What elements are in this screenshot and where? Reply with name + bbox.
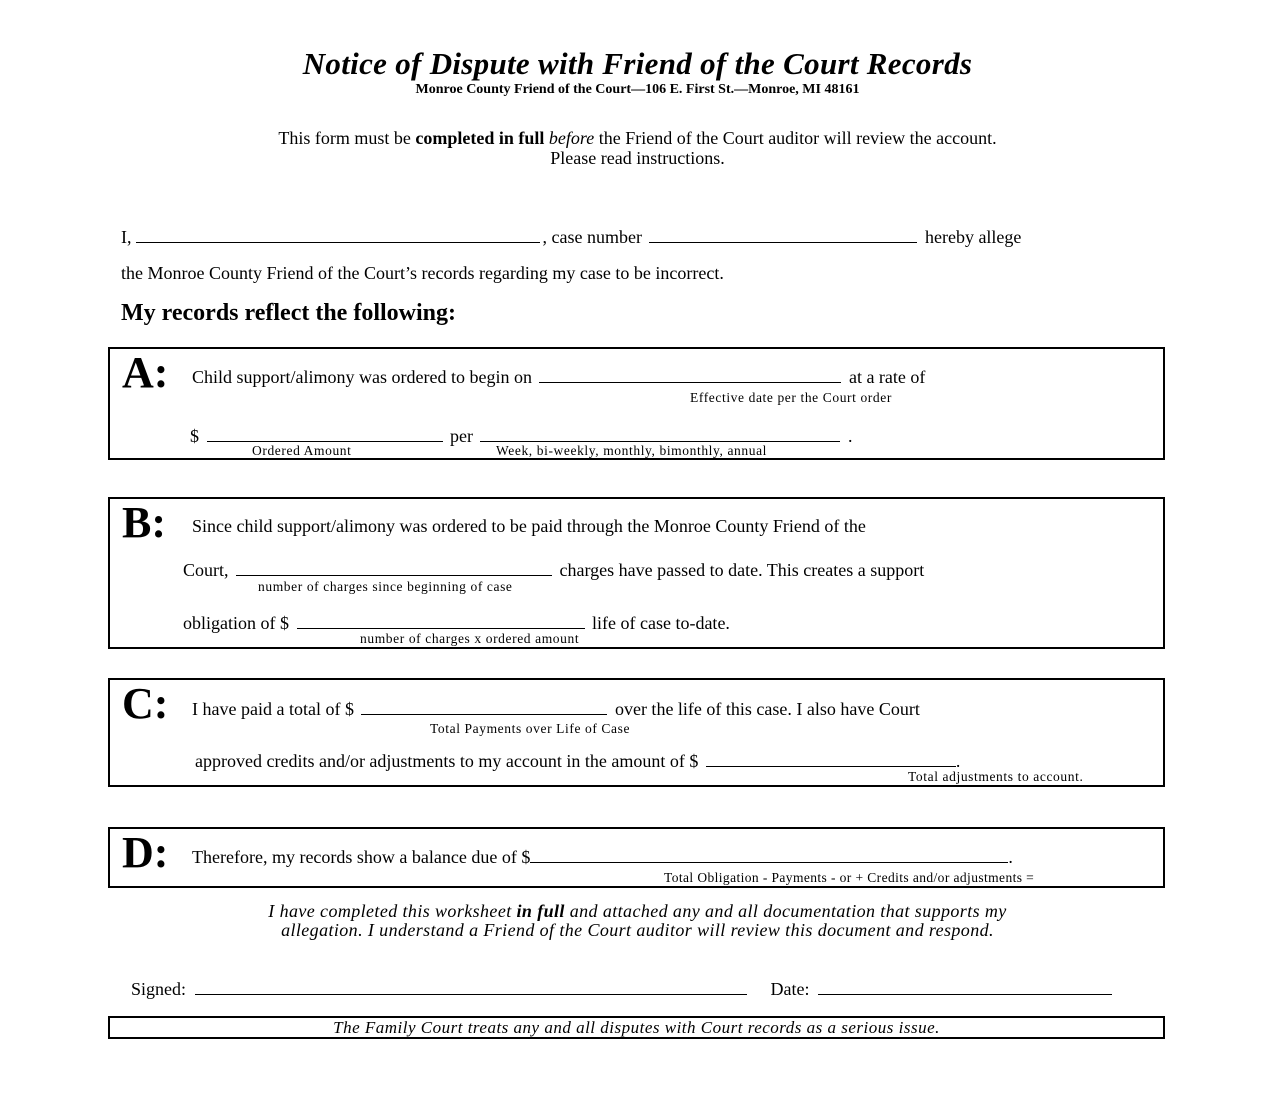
name-field[interactable]: [136, 226, 540, 243]
instructions-bold: completed in full: [415, 128, 545, 148]
obligation-field[interactable]: [297, 612, 585, 629]
instructions-line2: Please read instructions.: [550, 148, 725, 168]
section-c: [108, 678, 1165, 787]
section-d-letter: D:: [122, 828, 169, 877]
hint-effective-date: Effective date per the Court order: [690, 390, 892, 405]
form-title: Notice of Dispute with Friend of the Court Records: [302, 46, 973, 81]
section-b-line2: Court, charges have passed to date. This creates a support: [183, 560, 925, 580]
footer-text: The Family Court treats any and all disputes with Court records as a serious issue.: [333, 1018, 940, 1037]
date-label: Date:: [770, 979, 810, 999]
closing-line2: allegation. I understand a Friend of the Court auditor will review this document and respond.: [281, 920, 994, 940]
adjustments-field[interactable]: [706, 750, 956, 767]
hint-payments: Total Payments over Life of Case: [430, 721, 631, 736]
section-b-line3: obligation of $ life of case to-date.: [183, 613, 730, 633]
instructions: This form must be completed in full before the Friend of the Court auditor will review the account. Please read instructions.: [0, 128, 1275, 168]
signature-row: [131, 978, 1115, 1000]
form-address: Monroe County Friend of the Court—106 E. First St.—Monroe, MI 48161: [415, 82, 860, 97]
closing-statement: I have completed this worksheet in full and attached any and all documentation that supports my allegation. I understand a Friend of the Court auditor will review this document and respond.: [0, 902, 1275, 940]
section-d: [108, 827, 1165, 888]
effective-date-field[interactable]: [539, 366, 841, 383]
allegation-line: I, , case number hereby allege: [121, 227, 1022, 247]
hint-frequency: Week, bi-weekly, monthly, bimonthly, annual: [496, 443, 768, 458]
section-b-line1: Since child support/alimony was ordered to be paid through the Monroe County Friend of the: [192, 516, 866, 536]
charges-count-field[interactable]: [236, 559, 552, 576]
section-d-line1: Therefore, my records show a balance due of $ .: [192, 847, 1013, 867]
hint-adjustments: Total adjustments to account.: [908, 769, 1084, 784]
instructions-italic: before: [548, 128, 595, 148]
section-a-line2: $ per .: [190, 426, 853, 446]
ordered-amount-field[interactable]: [207, 425, 443, 442]
balance-due-field[interactable]: [530, 846, 1008, 863]
section-a: [108, 347, 1165, 460]
section-a-letter: A:: [122, 348, 169, 397]
section-c-line1: I have paid a total of $ over the life of this case. I also have Court: [192, 699, 920, 719]
signed-label: Signed:: [131, 979, 187, 999]
hint-obligation: number of charges x ordered amount: [360, 631, 580, 646]
section-b: [108, 497, 1165, 649]
closing-bold: in full: [516, 901, 565, 921]
section-c-letter: C:: [122, 679, 169, 728]
date-field[interactable]: [818, 978, 1112, 995]
section-c-line2: approved credits and/or adjustments to my account in the amount of $ .: [195, 751, 961, 771]
signature-field[interactable]: [195, 978, 747, 995]
hint-ordered-amount: Ordered Amount: [252, 443, 352, 458]
footer-box: [108, 1016, 1165, 1039]
allegation-line2: the Monroe County Friend of the Court’s records regarding my case to be incorrect.: [121, 263, 724, 283]
records-heading: My records reflect the following:: [121, 300, 457, 326]
section-b-letter: B:: [122, 498, 166, 547]
case-number-field[interactable]: [649, 226, 917, 243]
total-payments-field[interactable]: [361, 698, 607, 715]
hint-charges: number of charges since beginning of case: [258, 579, 513, 594]
hint-balance: Total Obligation - Payments - or + Credits and/or adjustments =: [664, 870, 1035, 885]
section-a-line1: Child support/alimony was ordered to begin on at a rate of: [192, 367, 926, 387]
frequency-field[interactable]: [480, 425, 840, 442]
